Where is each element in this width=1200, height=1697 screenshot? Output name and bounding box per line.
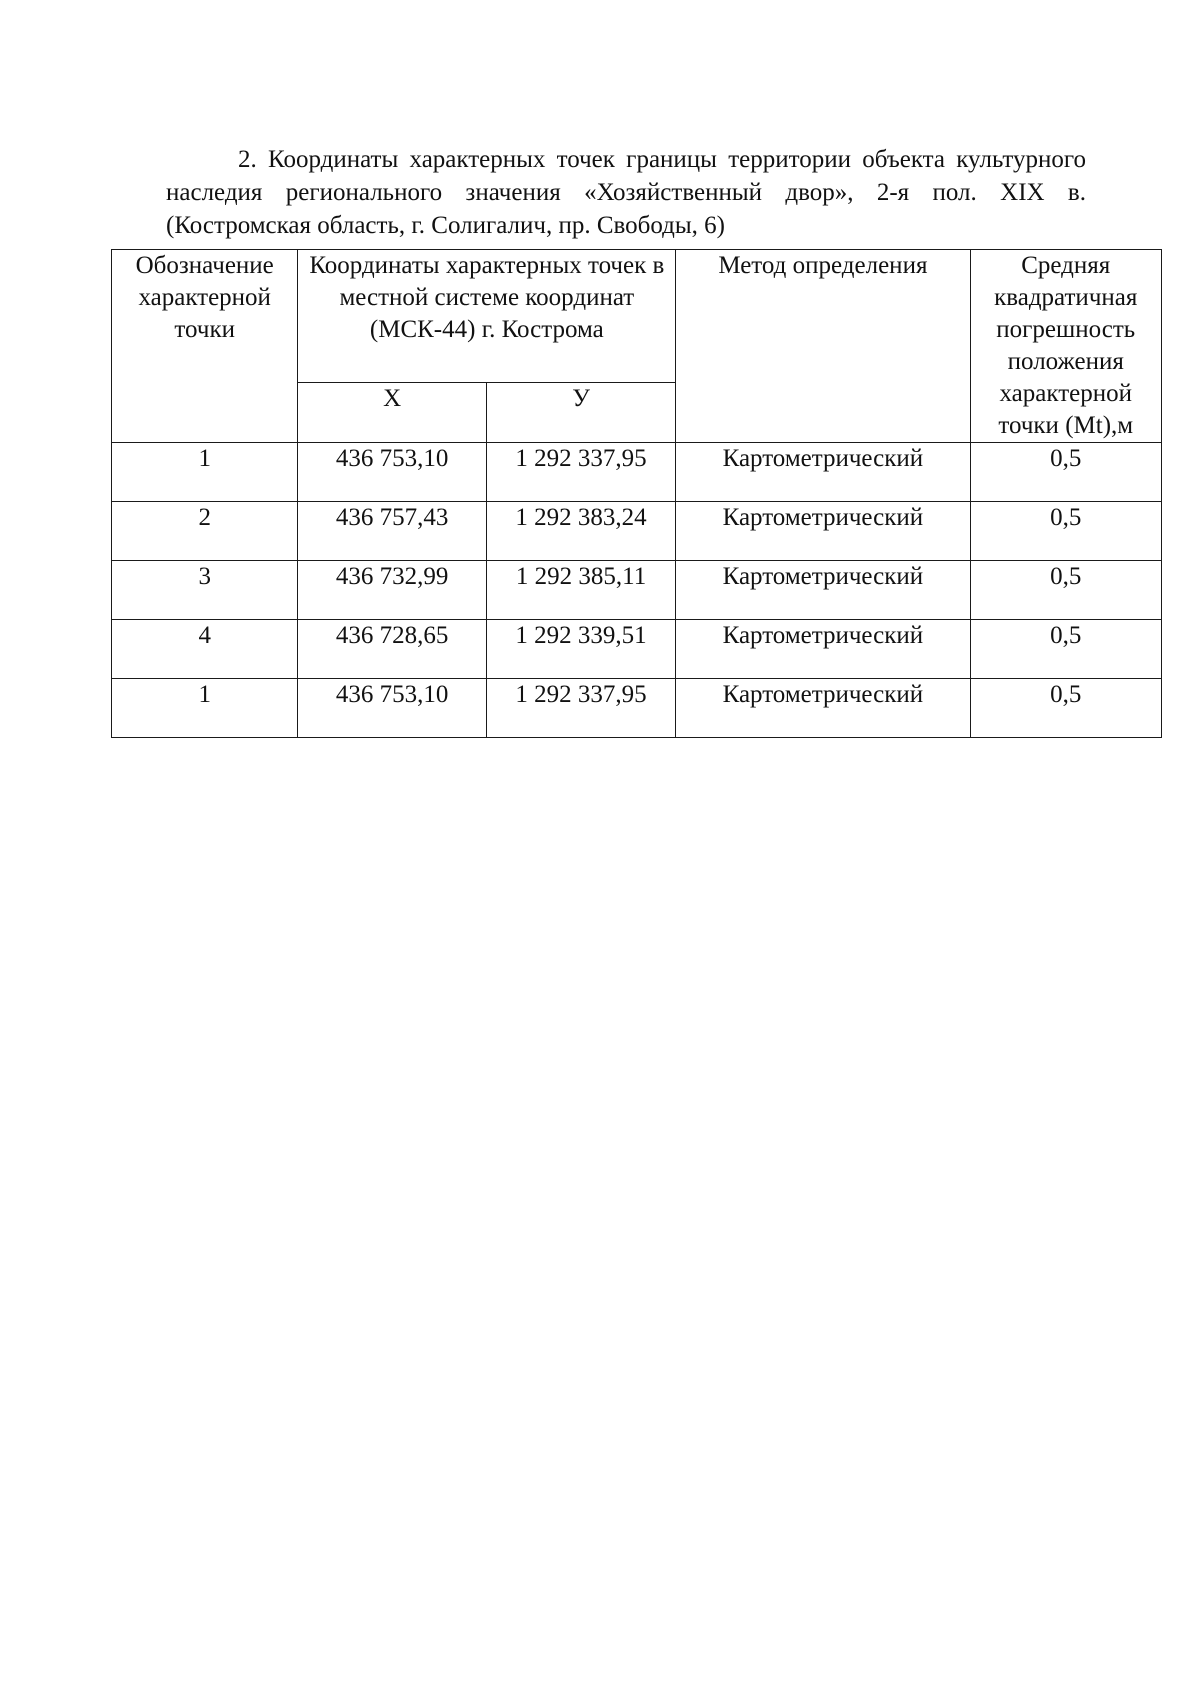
cell-error: 0,5 <box>970 620 1162 679</box>
table-row <box>112 679 1162 738</box>
header-x: Х <box>298 383 486 443</box>
cell-point: 1 <box>112 443 298 502</box>
cell-x: 436 753,10 <box>298 443 486 502</box>
table-row <box>112 561 1162 620</box>
cell-y: 1 292 339,51 <box>486 620 675 679</box>
coordinates-table <box>111 249 1162 738</box>
header-coordinates: Координаты характерных точек в местной системе координат (МСК-44) г. Кострома <box>298 250 676 383</box>
cell-point: 2 <box>112 502 298 561</box>
cell-x: 436 757,43 <box>298 502 486 561</box>
cell-error: 0,5 <box>970 443 1162 502</box>
header-y: У <box>486 383 675 443</box>
section-heading-text: 2. Координаты характерных точек границы территории объекта культурного наследия регионального значения «Хозяйственный двор», 2-я пол. XIX в. (Костромская область, г. Солигалич, пр. Свободы, 6) <box>166 146 1086 239</box>
cell-x: 436 728,65 <box>298 620 486 679</box>
cell-y: 1 292 337,95 <box>486 443 675 502</box>
cell-method: Картометрический <box>676 620 970 679</box>
table-row <box>112 620 1162 679</box>
cell-y: 1 292 337,95 <box>486 679 675 738</box>
cell-point: 3 <box>112 561 298 620</box>
cell-y: 1 292 383,24 <box>486 502 675 561</box>
header-point-designation: Обозначение характерной точки <box>112 250 298 443</box>
table-header <box>112 250 1162 443</box>
table-row <box>112 443 1162 502</box>
cell-x: 436 732,99 <box>298 561 486 620</box>
table-row <box>112 502 1162 561</box>
table-body <box>112 443 1162 738</box>
cell-y: 1 292 385,11 <box>486 561 675 620</box>
cell-method: Картометрический <box>676 443 970 502</box>
cell-point: 4 <box>112 620 298 679</box>
cell-error: 0,5 <box>970 679 1162 738</box>
cell-error: 0,5 <box>970 561 1162 620</box>
cell-method: Картометрический <box>676 561 970 620</box>
cell-x: 436 753,10 <box>298 679 486 738</box>
header-row-1 <box>112 250 1162 383</box>
section-heading <box>166 143 1086 242</box>
cell-error: 0,5 <box>970 502 1162 561</box>
cell-method: Картометрический <box>676 679 970 738</box>
header-method: Метод определения <box>676 250 970 443</box>
header-mean-square-error: Средняя квадратичная погрешность положения характерной точки (Mt),м <box>970 250 1162 443</box>
cell-point: 1 <box>112 679 298 738</box>
cell-method: Картометрический <box>676 502 970 561</box>
